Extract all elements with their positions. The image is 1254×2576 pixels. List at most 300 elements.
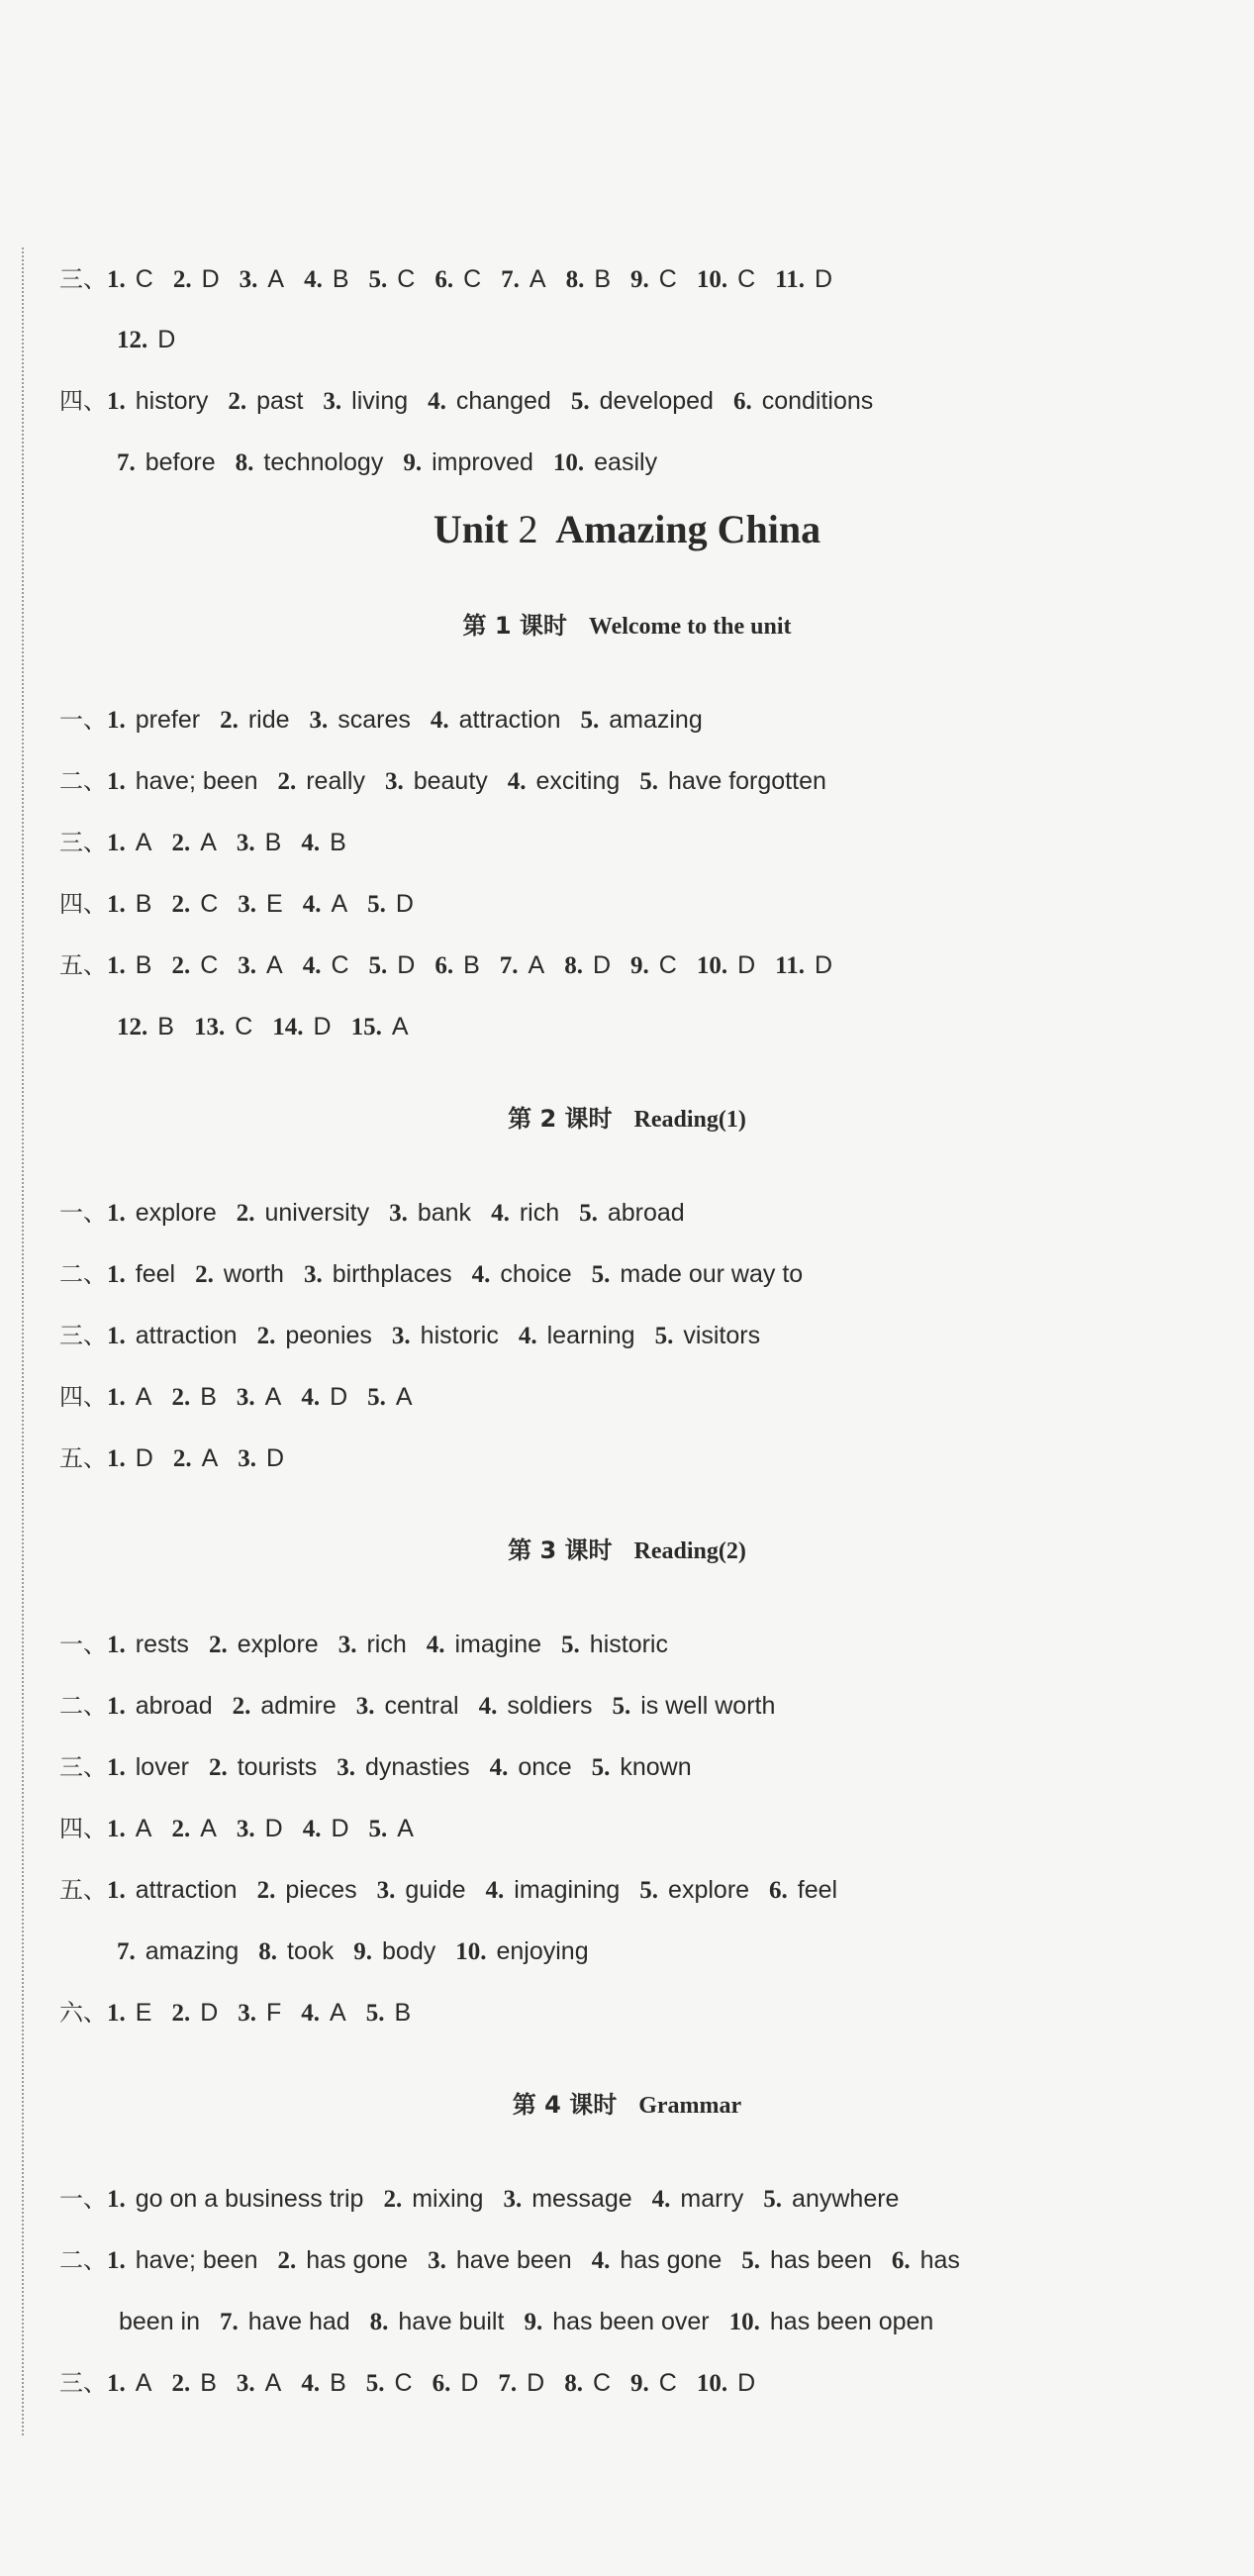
section-label: 一、 [59,1631,107,1658]
question-number: 8. [369,2309,389,2335]
question-number: 1. [107,707,126,734]
question-number: 1. [107,1816,126,1842]
answer-text: exciting [535,767,621,795]
answer-text: C [397,265,416,293]
question-number: 3. [503,2186,523,2213]
answer-text: before [145,448,216,476]
answer-text: A [395,1383,413,1411]
answer-text: A [200,829,217,856]
question-number: 4. [491,1200,510,1227]
answer-text: has been open [769,2308,934,2335]
question-number: 5. [561,1632,580,1658]
question-number: 5. [368,266,388,293]
answer-item [171,1380,216,1415]
question-number: 2. [228,388,247,415]
question-number: 3. [323,388,342,415]
answer-item [301,2366,345,2401]
question-number: 2. [195,1261,214,1288]
answer-text: B [332,265,349,293]
answer-text: A [135,1815,152,1842]
answer-item [592,2243,723,2278]
question-number: 14. [272,1014,304,1040]
answer-item [524,2305,709,2339]
unit-title-number: 2 [518,507,538,551]
question-number: 5. [368,952,388,979]
answer-text: A [397,1815,414,1842]
question-number: 2. [172,1445,192,1472]
answer-line [59,1319,1214,1353]
answer-item [303,948,349,983]
answer-line [59,948,1214,983]
answer-text: explore [135,1199,217,1227]
answer-item [491,1196,559,1231]
question-number: 2. [208,1754,228,1781]
answer-item [238,1996,281,2031]
answer-text: scares [338,706,411,734]
answer-item [220,703,289,738]
answer-text: has gone [306,2246,409,2274]
question-number: 4. [485,1877,505,1904]
answer-text: birthplaces [332,1260,452,1288]
question-number: 3. [376,1877,396,1904]
question-number: 7. [498,2370,518,2397]
question-number: 6. [432,2370,451,2397]
answer-item [228,384,303,419]
answer-text: A [528,951,545,979]
answer-item [697,948,755,983]
section-label: 三、 [59,2369,107,2397]
answer-text: enjoying [496,1937,589,1965]
answer-line [59,1689,1214,1724]
answer-text: has been [770,2246,872,2274]
question-number: 1. [107,1323,126,1349]
question-number: 3. [391,1323,411,1349]
answer-text: developed [599,387,714,415]
answer-text: attraction [135,1322,238,1349]
answer-line [59,826,1214,860]
question-number: 6. [891,2247,911,2274]
answer-text: has [919,2246,960,2274]
question-number: 1. [107,1200,126,1227]
answer-item [338,1628,407,1662]
question-number: 3. [303,1261,323,1288]
question-number: 6. [732,388,752,415]
answer-text: marry [680,2185,744,2213]
answer-text: D [592,951,611,979]
section-label: 五、 [59,1876,107,1904]
answer-item [592,1750,692,1785]
answer-item [171,826,216,860]
answer-text: D [313,1013,332,1040]
question-number: 2. [171,952,191,979]
answer-item [257,1873,357,1908]
answer-text: A [264,2369,282,2397]
answer-item [366,1996,411,2031]
question-number: 5. [367,891,386,918]
answer-item [171,2366,216,2401]
answer-text: message [531,2185,632,2213]
question-number: 4. [301,2370,321,2397]
answer-text: D [460,2369,479,2397]
answer-item [639,1873,749,1908]
answer-line [59,764,1214,799]
question-number: 9. [630,952,649,979]
answer-text: is well worth [640,1692,776,1720]
answer-item [892,2243,960,2278]
question-number: 10. [696,2370,728,2397]
answer-line [59,2366,1214,2401]
answer-text: A [266,951,283,979]
question-number: 3. [355,1693,375,1720]
section-label: 三、 [59,265,107,293]
question-number: 2. [383,2186,403,2213]
section-label: 一、 [59,2185,107,2213]
question-number: 11. [775,266,805,293]
section-label: 五、 [59,951,107,979]
answer-text: B [157,1013,174,1040]
question-number: 5. [654,1323,674,1349]
question-number: 4. [302,891,322,918]
answer-text: attraction [458,706,561,734]
answer-text: C [200,951,219,979]
question-number: 4. [478,1693,498,1720]
answer-text: A [135,2369,152,2397]
question-number: 5. [365,2370,385,2397]
answer-item [501,262,545,297]
answer-text: dynasties [365,1753,470,1781]
answer-item [107,2366,151,2401]
question-number: 2. [277,2247,297,2274]
answer-text: B [200,2369,217,2397]
answer-line [117,1934,1214,1969]
answer-item [237,1380,281,1415]
answer-line [59,703,1214,738]
answer-item [209,1628,319,1662]
answer-text: rich [366,1631,407,1658]
answer-text: C [658,2369,677,2397]
answer-text: feel [135,1260,176,1288]
answer-line [59,1996,1214,2031]
answer-item [630,2366,677,2401]
answer-item [171,948,218,983]
question-number: 9. [630,2370,649,2397]
question-number: 10. [696,266,728,293]
answer-text: central [384,1692,459,1720]
answer-item [323,384,408,419]
answer-text: A [391,1013,409,1040]
answer-item [351,1010,409,1044]
question-number: 11. [775,952,805,979]
question-number: 4. [430,707,449,734]
question-number: 13. [193,1014,226,1040]
answer-text: abroad [135,1692,213,1720]
answer-line [117,446,1214,480]
question-number: 3. [337,1754,356,1781]
question-number: 1. [107,1261,126,1288]
answer-item [579,1196,685,1231]
answer-item [107,1380,151,1415]
question-number: 3. [309,707,329,734]
answer-text: past [256,387,304,415]
answer-item [729,2305,934,2339]
answer-item [277,764,365,799]
answer-item [173,262,220,297]
section-label: 三、 [59,829,107,856]
answer-text: B [264,829,282,856]
answer-text: prefer [135,706,201,734]
answer-item [237,1812,283,1846]
question-number: 2. [171,2370,191,2397]
answer-text: A [135,829,152,856]
answer-text: D [397,951,416,979]
question-number: 1. [107,266,126,293]
answer-item [238,887,282,922]
question-number: 5. [367,1384,386,1411]
answer-text: E [266,890,283,918]
answer-item [571,384,714,419]
answer-item [369,948,416,983]
answer-item [592,1257,804,1292]
answer-text: C [135,265,153,293]
answer-text: amazing [145,1937,240,1965]
question-number: 1. [107,830,126,856]
answer-text: rests [135,1631,189,1658]
question-number: 2. [256,1877,276,1904]
answer-item [277,2243,408,2278]
question-number: 5. [579,1200,598,1227]
section-label: 四、 [59,1383,107,1411]
question-number: 5. [368,1816,388,1842]
answer-line [59,887,1214,922]
answer-line [59,1257,1214,1292]
answer-text: C [463,265,482,293]
answer-item [428,384,551,419]
unit-title-name: Amazing China [537,507,821,551]
answer-text: go on a business trip [135,2185,364,2213]
question-number: 6. [434,266,454,293]
answer-text: E [135,1999,152,2027]
answer-item [303,887,347,922]
question-number: 2. [208,1632,228,1658]
question-number: 1. [107,2370,126,2397]
answer-item [472,1257,572,1292]
lesson-name: Reading(1) [633,1107,746,1133]
answer-text: D [264,1815,283,1842]
answer-item [366,2366,413,2401]
answer-item [107,2243,257,2278]
lesson-number: 第 4 课时 [512,2091,618,2119]
answer-item [403,446,533,480]
answer-item [304,1257,452,1292]
answer-text: D [200,1999,219,2027]
answer-item [107,1873,238,1908]
answer-text: D [157,326,176,353]
question-number: 2. [172,266,192,293]
question-number: 5. [365,2000,385,2027]
answer-item [301,1380,347,1415]
question-number: 3. [236,2370,255,2397]
answer-item [479,1689,593,1724]
answer-item [301,826,345,860]
question-number: 3. [236,1384,255,1411]
question-number: 1. [107,1632,126,1658]
answer-item [697,2366,755,2401]
question-number: 7. [220,2309,239,2335]
question-number: 5. [741,2247,760,2274]
answer-item [580,703,702,738]
answer-text: C [592,2369,611,2397]
answer-line [59,1812,1214,1846]
answer-item [237,1196,369,1231]
question-number: 7. [499,952,519,979]
answer-text: A [529,265,546,293]
question-number: 5. [580,707,600,734]
question-number: 4. [301,2000,321,2027]
answer-item [639,764,826,799]
question-number: 2. [220,707,239,734]
answer-text: B [394,1999,412,2027]
answer-item [107,826,151,860]
answer-item [655,1319,761,1353]
question-number: 4. [471,1261,491,1288]
answer-text: D [330,1383,348,1411]
unit-title [0,505,1254,554]
answer-text: took [287,1937,335,1965]
question-number: 3. [238,952,256,979]
answer-text: soldiers [507,1692,593,1720]
answer-item [367,887,414,922]
answer-text: C [658,951,677,979]
answer-text: tourists [237,1753,318,1781]
answer-text: D [201,265,220,293]
answer-line [59,1380,1214,1415]
answer-item [630,262,677,297]
question-number: 3. [238,891,256,918]
question-number: 3. [238,1445,256,1472]
answer-text: visitors [683,1322,761,1349]
section-label: 一、 [59,1199,107,1227]
answer-text: D [815,951,833,979]
answer-text: C [658,265,677,293]
lesson-number: 第 1 课时 [462,612,567,640]
question-number: 8. [565,266,585,293]
answer-text: A [200,1815,217,1842]
question-number: 8. [235,449,254,476]
question-number: 12. [117,327,148,353]
section-label: 四、 [59,387,107,415]
answer-text: feel [797,1876,838,1904]
section-label: 二、 [59,1692,107,1720]
question-number: 9. [353,1938,373,1965]
question-number: 3. [236,830,255,856]
answer-item [310,703,411,738]
answer-item [171,1812,216,1846]
answer-line [117,323,1214,357]
answer-item [220,2305,350,2339]
question-number: 2. [171,1816,191,1842]
answer-item [763,2182,899,2217]
answer-text: really [306,767,365,795]
question-number: 2. [277,768,297,795]
answer-item [238,948,282,983]
question-number: 4. [301,1384,321,1411]
answer-text: B [135,890,152,918]
answer-text: explore [668,1876,750,1904]
section-label: 二、 [59,2246,107,2274]
lesson-name: Reading(2) [633,1538,746,1564]
answer-text: C [235,1013,253,1040]
answer-text: D [266,1444,285,1472]
answer-item [433,2366,479,2401]
answer-item [370,2305,505,2339]
question-number: 6. [769,1877,788,1904]
question-number: 2. [171,1384,191,1411]
answer-text: improved [432,448,533,476]
answer-item [733,384,873,419]
answer-line [59,384,1214,419]
answer-text: conditions [761,387,874,415]
answer-line [59,1750,1214,1785]
answer-item [503,2182,631,2217]
question-number: 2. [171,891,191,918]
section-label: 二、 [59,767,107,795]
answer-text: guide [405,1876,466,1904]
answer-text: A [264,1383,282,1411]
answer-item [455,1934,588,1969]
question-number: 10. [728,2309,760,2335]
answer-line [59,1196,1214,1231]
question-number: 1. [107,1877,126,1904]
question-number: 3. [384,768,404,795]
question-number: 3. [389,1200,408,1227]
answer-item [107,1750,189,1785]
answer-item [117,1934,239,1969]
answer-item [385,764,488,799]
answer-text: C [394,2369,413,2397]
answer-item [209,1750,317,1785]
section-label: 一、 [59,706,107,734]
answer-line [59,262,1214,297]
answer-text: has been over [552,2308,710,2335]
answer-item [428,2243,572,2278]
answer-item [304,262,348,297]
answer-item [434,948,479,983]
answer-text: have been [455,2246,572,2274]
question-number: 1. [107,1384,126,1411]
answer-item [337,1750,469,1785]
answer-text: B [330,2369,346,2397]
question-number: 3. [428,2247,446,2274]
answer-line [59,2243,1214,2278]
answer-item [107,1812,151,1846]
answer-item [612,1689,775,1724]
answer-text: amazing [609,706,703,734]
lesson-title [0,1103,1254,1136]
question-number: 4. [304,266,323,293]
answer-text: D [737,951,756,979]
answer-text: learning [546,1322,635,1349]
answer-line [59,1441,1214,1476]
answer-item [427,1628,541,1662]
answer-text: imagining [514,1876,621,1904]
answer-text: F [266,1999,282,2027]
answer-item [107,262,153,297]
answer-item [775,262,832,297]
question-number: 1. [107,1754,126,1781]
answer-item [392,1319,499,1353]
answer-item [383,2182,483,2217]
question-number: 5. [591,1261,611,1288]
